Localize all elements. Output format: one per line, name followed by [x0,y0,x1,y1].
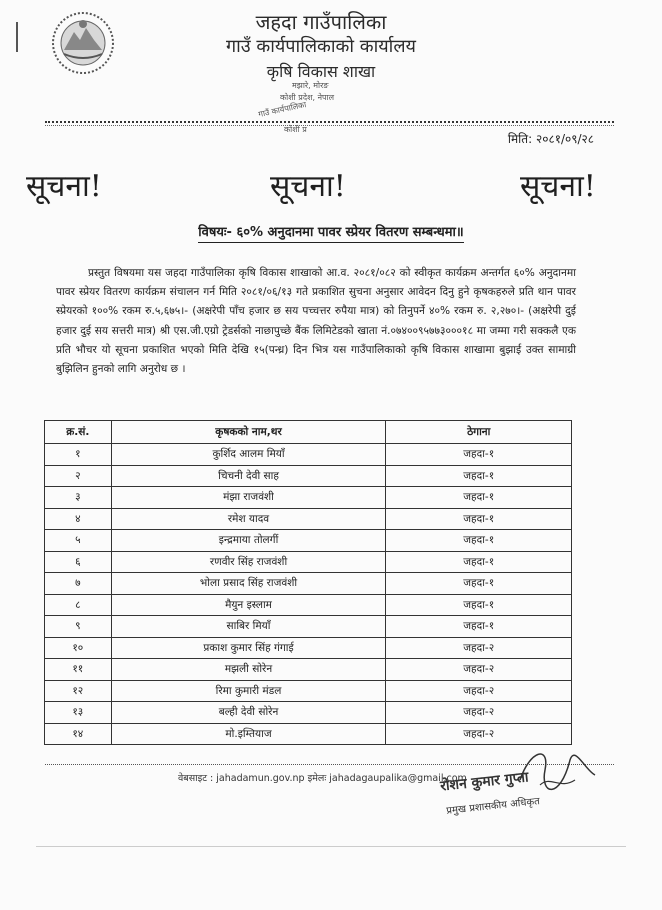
cell-address: जहदा-१ [386,551,572,573]
office-stamp [240,78,360,136]
subject-line [0,222,662,240]
table-row [45,573,572,595]
header-divider [45,121,614,123]
cell-serial: १४ [45,723,112,745]
table-header-row [45,421,572,444]
table-row [45,702,572,724]
table-row [45,487,572,509]
cell-name: इन्द्रमाया तोलगीं [111,530,386,552]
cell-serial: ७ [45,573,112,595]
cell-name: बल्ही देवी सोरेन [111,702,386,724]
table-row [45,551,572,573]
cell-name: रमेश यादव [111,508,386,530]
table-row [45,444,572,466]
cell-serial: ६ [45,551,112,573]
table-row [45,637,572,659]
table-row [45,530,572,552]
cell-serial: १३ [45,702,112,724]
cell-address: जहदा-१ [386,444,572,466]
office-name: गाउँ कार्यपालिकाको कार्यालय [226,36,416,57]
cell-name: साबिर मियाँ [111,616,386,638]
cell-address: जहदा-१ [386,594,572,616]
notice-heading-right: सूचना! [520,169,596,204]
cell-serial: १ [45,444,112,466]
signature-name: रोशन कुमार गुप्ता [439,769,530,795]
cell-serial: ५ [45,530,112,552]
table-row [45,508,572,530]
table-row [45,659,572,681]
date: मिति: २०८१/०९/२८ [507,132,594,146]
cell-address: जहदा-१ [386,573,572,595]
notice-heading-center: सूचना! [270,169,346,204]
cell-name: चिचनी देवी साह [111,465,386,487]
cell-name: रिमा कुमारी मंडल [111,680,386,702]
table-row [45,465,572,487]
cell-name: रणवीर सिंह राजवंशी [111,551,386,573]
body-paragraph: प्रस्तुत विषयमा यस जहदा गाउँपालिका कृषि विकास शाखाको आ.व. २०८१/०८२ को स्वीकृत कार्यक्रम अन्तर्गत ६०% अनुदानमा पावर स्प्रेयर वितरण कार्यक्रम संचालन गर्न मिति २०८१/०६/१३ गते प्रकाशित सुचना अनुसार आवेदन दिनु हुने कृषकहरुले प्रति थान पावर स्प्रेयरको १००% रकम रु.५,६७५।- (अक्षरेपी पाँच हजार छ सय पच्चत्तर रुपैया मात्र) को तिनुपर्ने ४०% रकम रु. २,२७०।- (अक्षरेपी दुई हजार दुई सय सत्तरी मात्र) श्री एस.जी.एग्रो ट्रेडर्सको नाछापुच्छे बैंक लिमिटेडको खाता नं.०७४००९५७७३०००१८ मा जम्मा गरी सक्कलै एक प्रति भौचर यो सूचना प्रकाशित भएको मिति देखि १५(पन्ध्र) दिन भित्र यस गाउँपालिकाको कृषि विकास शाखामा बुझाई उक्त सामाग्री बुझिलिन हुनको लागि अनुरोध छ । [56,267,576,376]
table-row [45,680,572,702]
cell-name: कुर्शिद आलम मियाँ [111,444,386,466]
cell-name: भोला प्रसाद सिंह राजवंशी [111,573,386,595]
stamp-line: गाउँ कार्यपालिका [257,100,308,119]
cell-address: जहदा-२ [386,680,572,702]
stamp-line: कोशी प्र [284,125,307,134]
cell-serial: १२ [45,680,112,702]
table-row [45,616,572,638]
branch-name: कृषि विकास शाखा [266,62,376,81]
stamp-line: मझारे, मोरङ [292,81,329,90]
cell-address: जहदा-२ [386,702,572,724]
cell-address: जहदा-२ [386,637,572,659]
cell-address: जहदा-१ [386,530,572,552]
cell-name: मंझा राजवंशी [111,487,386,509]
signature-block [410,740,610,820]
table-row [45,594,572,616]
cell-address: जहदा-१ [386,487,572,509]
cell-address: जहदा-१ [386,465,572,487]
notice-heading-left: सूचना! [26,169,102,204]
stamp-line: कोशी प्रदेश, नेपाल [280,93,335,102]
cell-serial: ३ [45,487,112,509]
header-serial: क्र.सं. [45,421,112,444]
cell-address: जहदा-१ [386,616,572,638]
cell-name: मैयुन इस्लाम [111,594,386,616]
cell-name: प्रकाश कुमार सिंह गंगाई [111,637,386,659]
cell-serial: १० [45,637,112,659]
signature-title: प्रमुख प्रशासकीय अधिकृत [445,796,541,817]
cell-serial: ११ [45,659,112,681]
cell-address: जहदा-१ [386,508,572,530]
cell-address: जहदा-२ [386,723,572,745]
org-name: जहदा गाउँपालिका [255,10,387,34]
footer-contact: वेबसाइट : jahadamun.gov.np इमेलः jahadagaupalika@gmail.com [178,773,467,784]
cell-serial: ८ [45,594,112,616]
header-divider [45,125,614,126]
header-address: ठेगाना [386,421,572,444]
cell-serial: २ [45,465,112,487]
cell-name: मो.इम्तियाज [111,723,386,745]
header-name: कृषकको नाम,थर [111,421,386,444]
farmer-table [44,420,572,745]
cell-serial: ४ [45,508,112,530]
cell-address: जहदा-२ [386,659,572,681]
subject-text: विषयः- ६०% अनुदानमा पावर स्प्रेयर वितरण सम्बन्धमा॥ [198,225,463,243]
cell-serial: ९ [45,616,112,638]
page-bottom-rule [36,846,626,847]
cell-name: मझली सोरेन [111,659,386,681]
